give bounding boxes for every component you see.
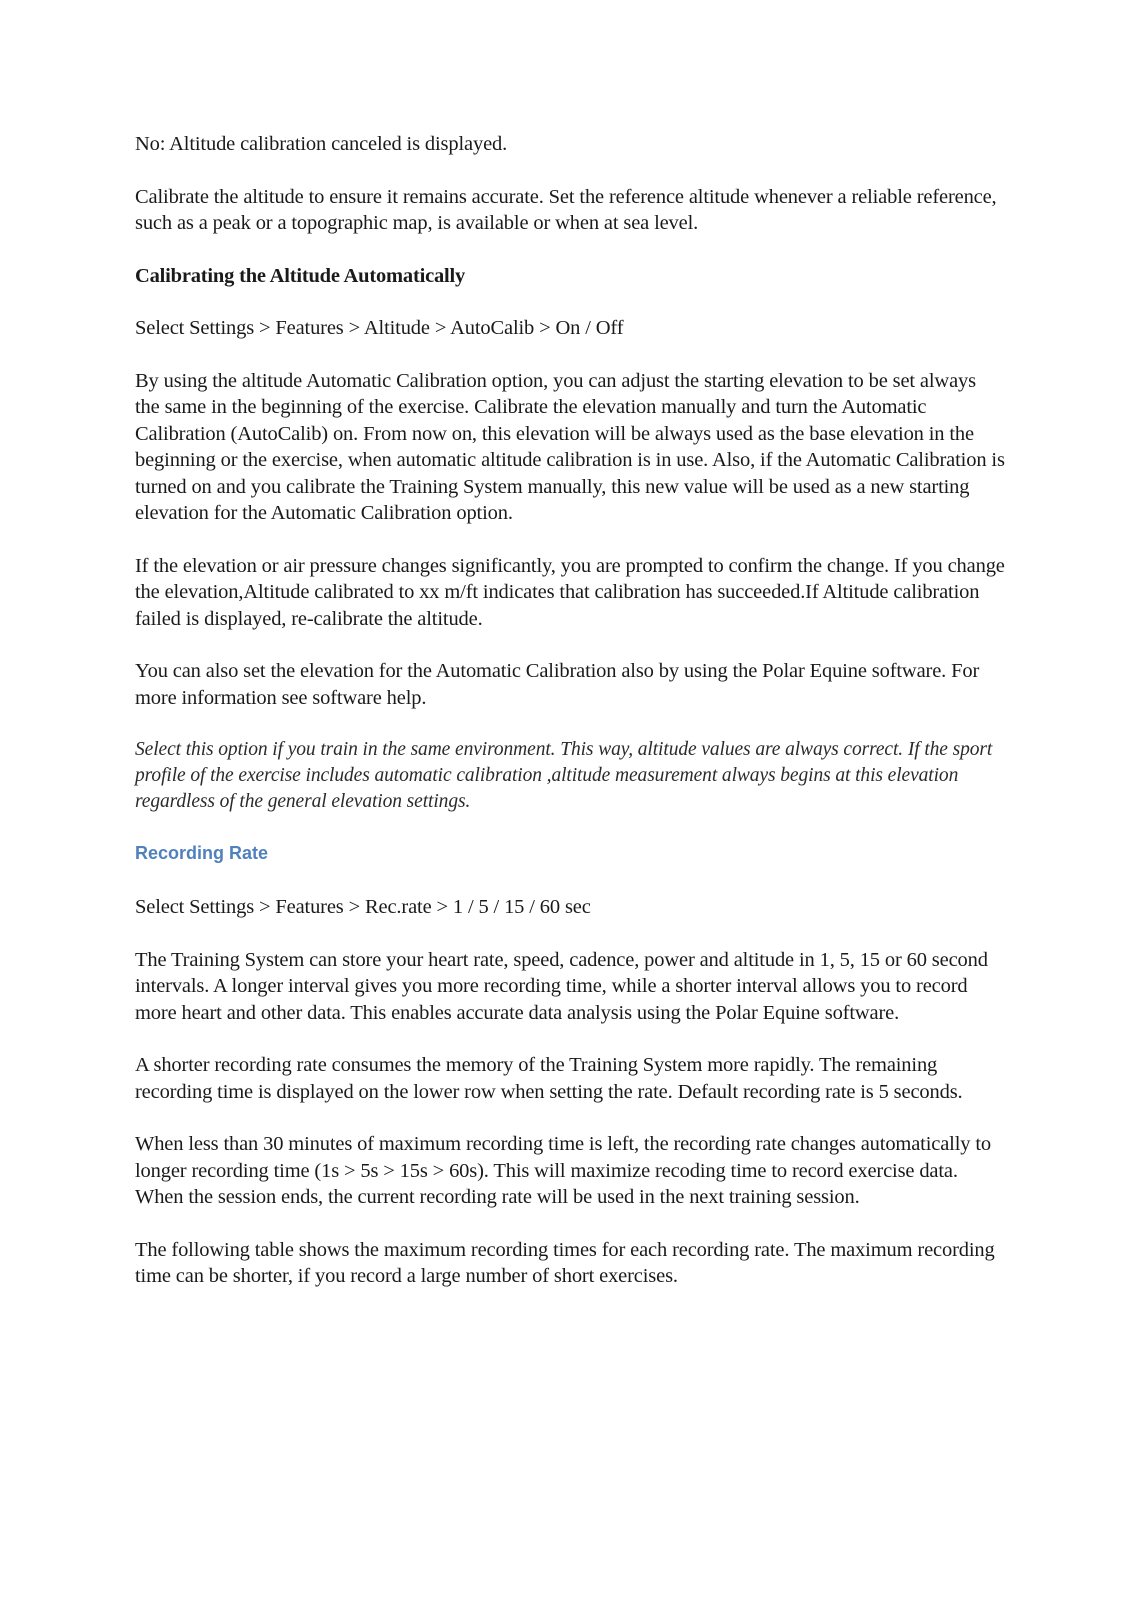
calibrate-altitude-paragraph: Calibrate the altitude to ensure it remains accurate. Set the reference altitude whenever a reliable reference, such as a peak or a topographic map, is available or when at sea level. xyxy=(135,185,997,234)
recrate-menu-path: Select Settings > Features > Rec.rate > 1 / 5 / 15 / 60 sec xyxy=(135,896,591,918)
autocalib-menu-path: Select Settings > Features > Altitude > AutoCalib > On / Off xyxy=(135,317,624,339)
elevation-change-paragraph: If the elevation or air pressure changes significantly, you are prompted to confirm the change. If you change the elevation,Altitude calibrated to xx m/ft indicates that calibration has succeeded.If Altitude calibration failed is displayed, re-calibrate the altitude. xyxy=(135,554,1005,630)
same-environment-note: Select this option if you train in the same environment. This way, altitude values are always correct. If the sport profile of the exercise includes automatic calibration ,altitude measurement always begins at this elevation regardless of the general elevation settings. xyxy=(135,739,993,812)
auto-rate-change-paragraph: When less than 30 minutes of maximum recording time is left, the recording rate changes automatically to longer recording time (1s > 5s > 15s > 60s). This will maximize recoding time to record exercise data. When the session ends, the current recording rate will be used in the next training session. xyxy=(135,1133,991,1208)
document-page xyxy=(135,131,1005,1316)
recording-intervals-paragraph: The Training System can store your heart rate, speed, cadence, power and altitude in 1, 5, 15 or 60 second intervals. A longer interval gives you more recording time, while a shorter interval allows you to record more heart and other data. This enables accurate data analysis using the Polar Equine software. xyxy=(135,948,988,1024)
auto-calibration-paragraph: By using the altitude Automatic Calibration option, you can adjust the starting elevation to be set always the same in the beginning of the exercise. Calibrate the elevation manually and turn the Automatic Calibration (AutoCalib) on. From now on, this elevation will be always used as the base elevation in the beginning or the exercise, when automatic altitude calibration is in use. Also, if the Automatic Calibration is turned on and you calibrate the Training System manually, this new value will be used as a new starting elevation for the Automatic Calibration option. xyxy=(135,369,1005,524)
table-intro-paragraph: The following table shows the maximum recording times for each recording rate. The maximum recording time can be shorter, if you record a large number of short exercises. xyxy=(135,1238,995,1287)
recording-rate-heading: Recording Rate xyxy=(135,843,269,863)
shorter-rate-paragraph: A shorter recording rate consumes the memory of the Training System more rapidly. The remaining recording time is displayed on the lower row when setting the rate. Default recording rate is 5 seconds. xyxy=(135,1054,963,1103)
auto-calibration-heading: Calibrating the Altitude Automatically xyxy=(135,264,466,287)
polar-equine-software-paragraph: You can also set the elevation for the Automatic Calibration also by using the Polar Equine software. For more information see software help. xyxy=(135,660,980,709)
calibration-canceled-text: No: Altitude calibration canceled is displayed. xyxy=(135,133,508,155)
